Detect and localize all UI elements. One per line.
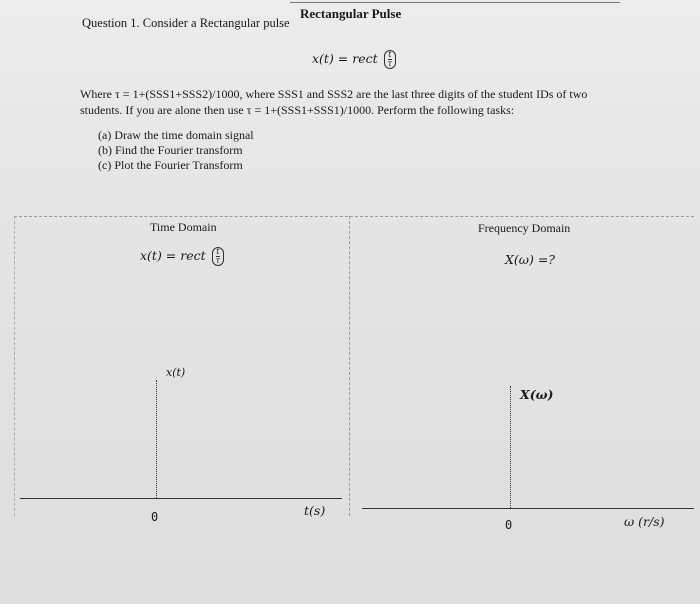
frequency-domain-heading: Frequency Domain bbox=[478, 221, 571, 235]
instructions-line-2: students. If you are alone then use τ = 1+(SSS1+SSS1)/1000. Perform the following tasks: bbox=[80, 103, 515, 117]
main-formula-lhs: x(t) = rect bbox=[312, 51, 378, 66]
time-formula-denominator: τ bbox=[215, 256, 221, 265]
time-y-axis-label: x(t) bbox=[166, 366, 186, 379]
question-heading: Question 1. Consider a Rectangular pulse bbox=[82, 16, 290, 30]
time-x-axis bbox=[20, 498, 342, 499]
main-formula-denominator: τ bbox=[387, 59, 393, 68]
time-domain-heading: Time Domain bbox=[150, 220, 217, 234]
top-rule bbox=[290, 2, 620, 3]
instructions-paragraph bbox=[80, 86, 587, 118]
time-formula-fraction bbox=[212, 247, 224, 266]
task-list bbox=[98, 128, 254, 173]
time-origin-label: 0 bbox=[151, 510, 159, 524]
page-title: Rectangular Pulse bbox=[300, 6, 402, 21]
panel-divider bbox=[349, 216, 350, 516]
freq-x-axis bbox=[362, 508, 694, 509]
panels-top-border bbox=[14, 216, 694, 217]
freq-y-axis bbox=[510, 386, 511, 508]
freq-origin-label: 0 bbox=[505, 518, 513, 532]
instructions-line-1: Where τ = 1+(SSS1+SSS2)/1000, where SSS1 and SSS2 are the last three digits of the student IDs of two bbox=[80, 87, 588, 101]
freq-y-axis-label: X(ω) bbox=[520, 387, 554, 402]
task-item: (b) Find the Fourier transform bbox=[98, 143, 243, 157]
main-formula-numerator: t bbox=[388, 50, 392, 59]
time-x-axis-label: t(s) bbox=[304, 503, 326, 518]
freq-x-axis-label: ω (r/s) bbox=[624, 514, 665, 529]
time-domain-formula bbox=[140, 247, 224, 266]
time-formula-numerator: t bbox=[216, 247, 220, 256]
time-y-axis bbox=[156, 380, 157, 498]
task-item: (c) Plot the Fourier Transform bbox=[98, 158, 243, 172]
time-formula-lhs: x(t) = rect bbox=[140, 248, 206, 263]
panel-left-border bbox=[14, 216, 15, 516]
main-formula bbox=[312, 50, 396, 69]
task-item: (a) Draw the time domain signal bbox=[98, 128, 254, 142]
main-formula-fraction bbox=[384, 50, 396, 69]
frequency-domain-formula: X(ω) =? bbox=[505, 252, 555, 267]
